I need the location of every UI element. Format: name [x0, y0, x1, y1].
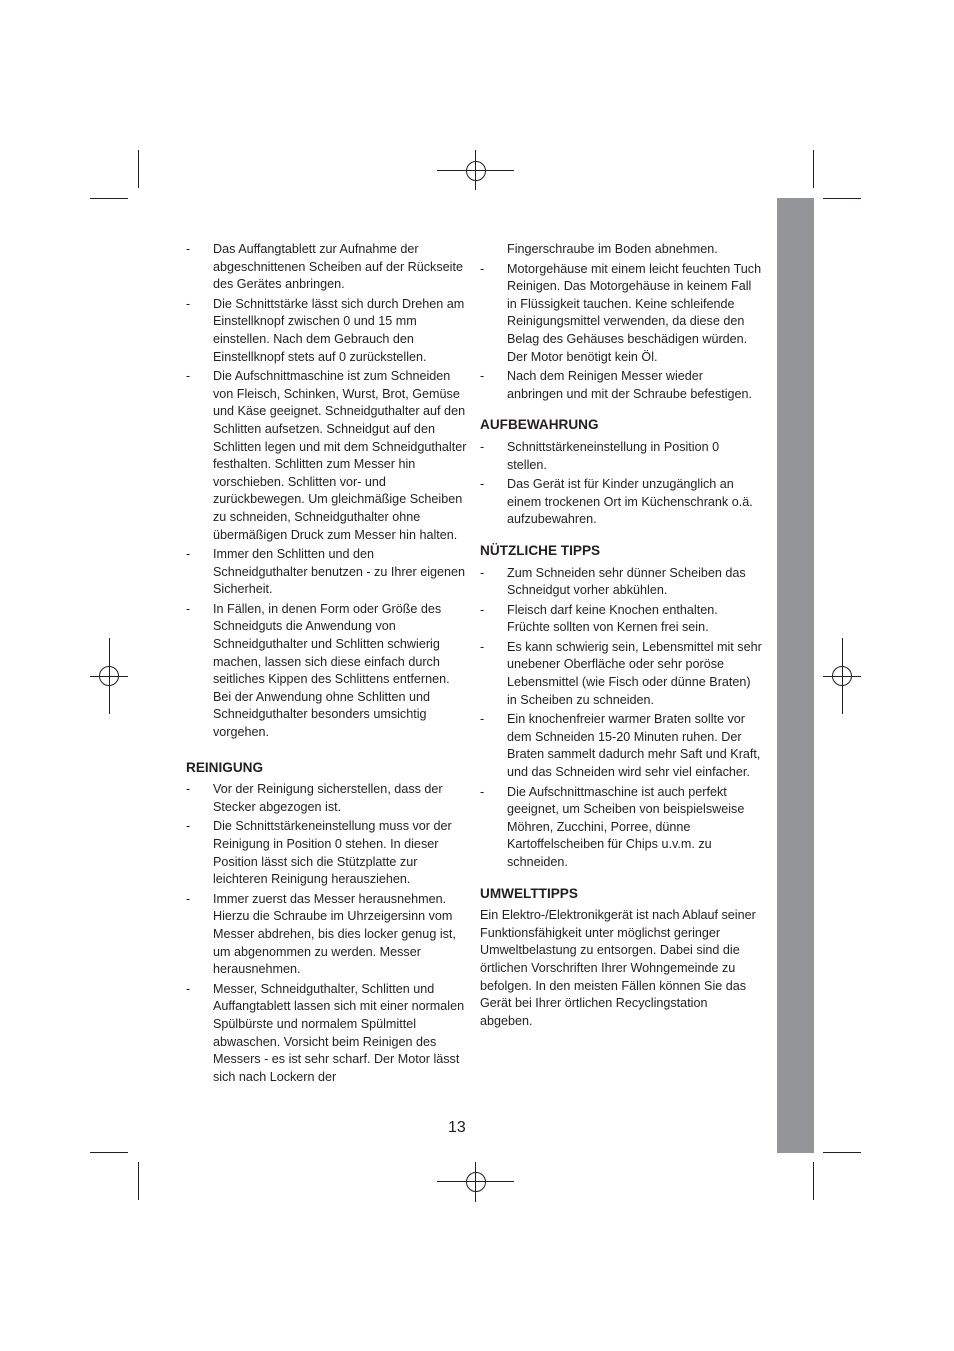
list-item: - Es kann schwierig sein, Lebensmittel mit sehr unebener Oberfläche oder sehr poröse Lebensmittel (wie Fisch oder dünne Braten) in Scheiben zu schneiden.: [480, 639, 762, 707]
section-heading-aufbewahrung: AUFBEWAHRUNG: [480, 417, 599, 433]
section-heading-umwelt: UMWELTTIPPS: [480, 885, 578, 901]
left-column: [186, 241, 468, 1088]
list-item: - Die Schnittstärke lässt sich durch Drehen am Einstellknopf zwischen 0 und 15 mm einstellen. Nach dem Gebrauch den Einstellknopf stets auf 0 zurückstellen.: [186, 296, 465, 364]
list-item: - Zum Schneiden sehr dünner Scheiben das Schneidgut vorher abkühlen.: [480, 565, 746, 598]
crop-mark: [813, 1162, 814, 1200]
crop-mark: [90, 198, 128, 199]
list-item: - Ein knochenfreier warmer Braten sollte vor dem Schneiden 15-20 Minuten ruhen. Der Braten sammelt dadurch mehr Saft und Kraft, und das Schneiden wird sehr viel einfacher.: [480, 712, 761, 780]
crop-mark: [823, 1152, 861, 1153]
list-item: - Motorgehäuse mit einem leicht feuchten Tuch Reinigen. Das Motorgehäuse in keinem Fall in Flüssigkeit tauchen. Keine schleifende Reinigungsmittel verwenden, da diese den Belag des Gehäuses beschädigen würden. Der Motor benötigt kein Öl.: [480, 261, 762, 364]
page-number: 13: [448, 1119, 466, 1136]
list-item: - Messer, Schneidguthalter, Schlitten und Auffangtablett lassen sich mit einer normalen Spülbürste und normalem Spülmittel abwaschen. Vorsicht beim Reinigen des Messers - es ist sehr scharf. Der Motor lässt sich nach Lockern der: [186, 981, 465, 1084]
list-item: - Das Auffangtablett zur Aufnahme der abgeschnittenen Scheiben auf der Rückseite des Gerätes anbringen.: [186, 242, 463, 292]
list-item: - Die Schnittstärkeneinstellung muss vor der Reinigung in Position 0 stehen. In dieser Position lässt sich die Stützplatte zur leichteren Reinigung herausziehen.: [186, 819, 452, 887]
crop-mark: [138, 150, 139, 188]
list-item: - Nach dem Reinigen Messer wieder anbringen und mit der Schraube befestigen.: [480, 369, 753, 401]
list-item: - Schnittstärkeneinstellung in Position 0 stellen.: [480, 439, 720, 472]
crop-mark: [138, 1162, 139, 1200]
right-column: [480, 241, 762, 1030]
list-item: - Immer den Schlitten und den Schneidguthalter benutzen - zu Ihrer eigenen Sicherheit.: [186, 547, 466, 597]
list-item: - Die Aufschnittmaschine ist auch perfekt geeignet, um Scheiben von beispielsweise Möhren, Zucchini, Porree, dünne Kartoffelscheiben für Chips u.v.m. zu schneiden.: [480, 784, 745, 869]
list-item: - In Fällen, in denen Form oder Größe des Schneidguts die Anwendung von Schneidguthalter und Schlitten schwierig machen, lassen sich diese einfach durch seitliches Kippen des Schlittens entfernen. Bei der Anwendung ohne Schlitten und Schneidguthalter besonders umsichtig vorgehen.: [186, 601, 450, 740]
crop-mark: [90, 1152, 128, 1153]
list-item: - Die Aufschnittmaschine ist zum Schneiden von Fleisch, Schinken, Wurst, Brot, Gemüse und Käse geeignet. Schneidguthalter auf den Schlitten aufsetzen. Schneidgut auf den Schlitten legen und mit dem Schneidguthalter festhalten. Schlitten zum Messer hin vorschieben. Schlitten vor- und zurückbewegen. Um gleichmäßige Scheiben zu schneiden, Schneidguthalter ohne übermäßigen Druck zum Messer hin halten.: [186, 369, 467, 542]
umwelt-paragraph: Ein Elektro-/Elektronikgerät ist nach Ablauf seiner Funktionsfähigkeit unter möglichst geringer Umweltbelastung zu entsorgen. Dabei sind die örtlichen Vorschriften Ihrer Wohngemeinde zu befolgen. In den meisten Fällen können Sie das Gerät bei Ihrer örtlichen Recyclingstation abgeben.: [480, 908, 756, 1028]
list-item-continuation: Fingerschraube im Boden abnehmen.: [507, 242, 718, 256]
section-heading-tipps: NÜTZLICHE TIPPS: [480, 542, 601, 558]
list-item: - Vor der Reinigung sicherstellen, dass der Stecker abgezogen ist.: [186, 782, 443, 814]
crop-mark: [823, 198, 861, 199]
list-item: - Das Gerät ist für Kinder unzugänglich an einem trockenen Ort im Küchenschrank o.ä. aufzubewahren.: [480, 477, 753, 527]
section-heading-reinigung: REINIGUNG: [186, 759, 264, 775]
list-item: - Fleisch darf keine Knochen enthalten. Früchte sollten von Kernen frei sein.: [480, 602, 718, 635]
side-tab: [777, 198, 814, 1153]
crop-mark: [813, 150, 814, 188]
list-item: - Immer zuerst das Messer herausnehmen. Hierzu die Schraube im Uhrzeigersinn vom Messer abdrehen, bis dies locker genug ist, um abgenommen zu werden. Messer herausnehmen.: [186, 891, 456, 977]
